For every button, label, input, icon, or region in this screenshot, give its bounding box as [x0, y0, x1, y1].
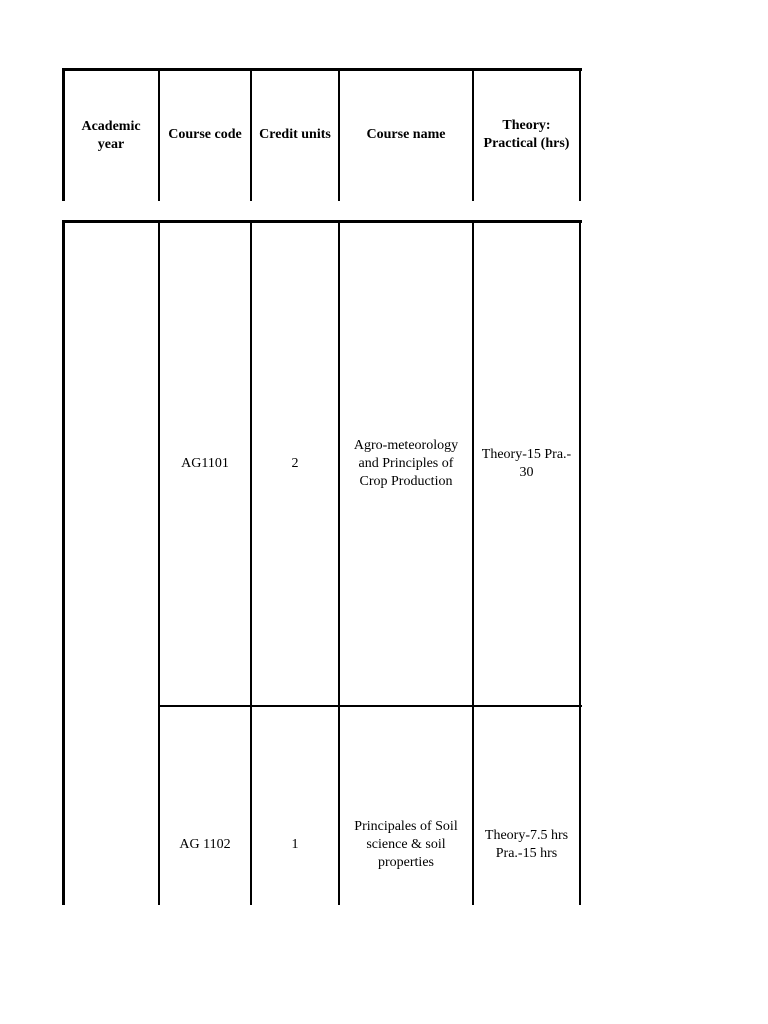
row-2-course-code: AG 1102	[179, 837, 231, 852]
row-2-hours: Theory-7.5 hrs Pra.-15 hrs	[484, 828, 569, 861]
header-academic-year: Academic year	[81, 119, 141, 152]
body-col-line-0	[62, 220, 65, 905]
header-hours: Theory: Practical (hrs)	[483, 118, 570, 151]
header-col-line-5	[579, 68, 581, 201]
header-course-name: Course name	[366, 127, 446, 142]
row-2-course-name: Principales of Soil science & soil properties	[354, 819, 458, 870]
row-2-credit-units: 1	[291, 837, 299, 852]
row-1-hours: Theory-15 Pra.- 30	[481, 447, 572, 480]
header-course-code: Course code	[168, 127, 242, 142]
row-1-course-name: Agro-meteorology and Principles of Crop Production	[353, 438, 459, 489]
header-credit-units: Credit units	[259, 127, 331, 142]
row-1-course-code: AG1101	[181, 456, 229, 471]
row-1-credit-units: 2	[291, 456, 299, 471]
body-col-line-5	[579, 220, 581, 905]
